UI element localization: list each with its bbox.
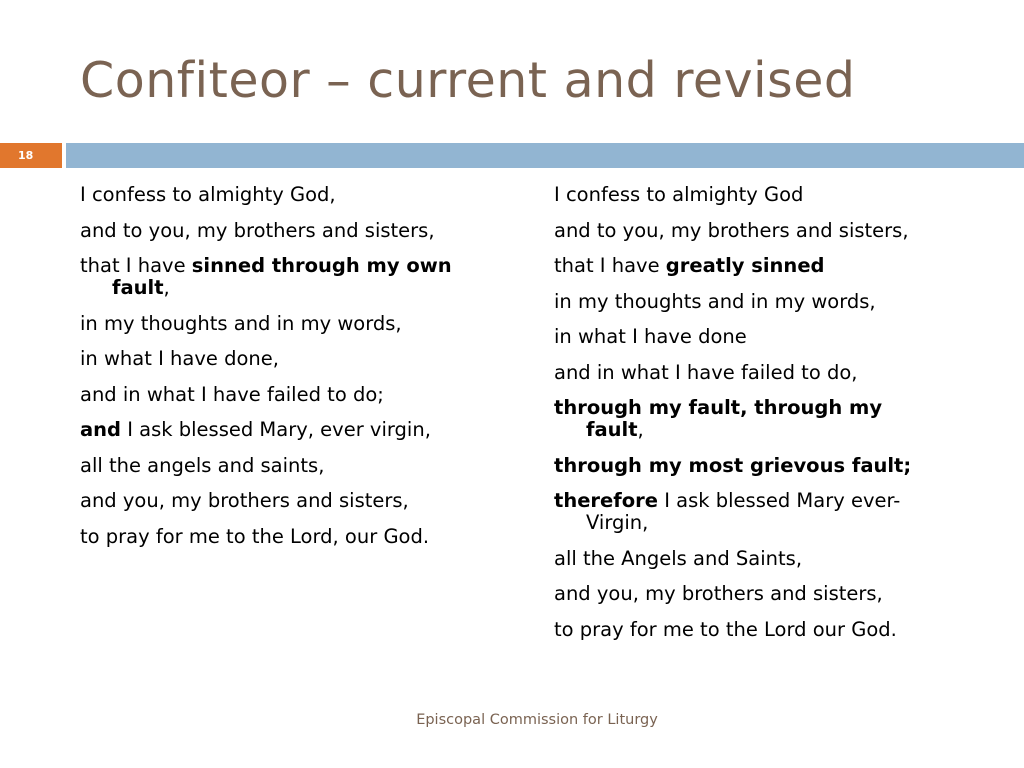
current-line-1: I confess to almighty God, — [80, 183, 336, 206]
current-line-9: and you, my brothers and sisters, — [80, 489, 409, 512]
current-line-8: all the angels and saints, — [80, 453, 325, 477]
current-line-3-bold-fault: fault — [112, 276, 164, 299]
revised-line-7-bold: through my fault, through my — [554, 396, 883, 419]
revised-line-9-bold: therefore — [554, 489, 658, 512]
revised-line-3-bold: greatly sinned — [665, 254, 825, 277]
revised-line-2: and to you, my brothers and sisters, — [554, 218, 909, 242]
slide-footer — [0, 712, 1024, 728]
revised-line-11: and you, my brothers and sisters, — [554, 582, 883, 605]
revised-line-1: I confess to almighty God — [554, 183, 804, 206]
revised-text-column — [554, 182, 984, 652]
revised-line-3-plain: that I have — [554, 254, 666, 277]
revised-line-9-continuation: Virgin, — [586, 511, 649, 534]
revised-line-4: in my thoughts and in my words, — [554, 289, 876, 313]
current-line-4: in my thoughts and in my words, — [80, 311, 402, 335]
current-text-column — [80, 182, 520, 559]
revised-line-7-bold-fault: fault — [586, 418, 638, 441]
current-line-3-bold: sinned through my own — [191, 254, 452, 277]
revised-line-9 — [554, 488, 984, 536]
current-line-3-plain: that I have — [80, 254, 192, 277]
title-divider-bar — [66, 143, 1024, 168]
current-line-3 — [80, 253, 520, 301]
current-line-3-continuation — [80, 275, 520, 301]
revised-line-5: in what I have done — [554, 325, 747, 348]
current-line-6: and in what I have failed to do; — [80, 382, 384, 406]
current-line-7-bold: and — [80, 418, 121, 441]
current-line-2: and to you, my brothers and sisters, — [80, 218, 435, 242]
current-line-10: to pray for me to the Lord, our God. — [80, 524, 430, 548]
revised-line-7-continuation — [554, 417, 984, 443]
current-line-5: in what I have done, — [80, 347, 279, 370]
current-line-7-plain: I ask blessed Mary, ever virgin, — [121, 418, 431, 441]
slide-title: Confiteor – current and revised — [80, 52, 856, 109]
current-line-7 — [80, 417, 520, 443]
revised-line-7 — [554, 395, 984, 443]
revised-line-8: through my most grievous fault; — [554, 453, 912, 477]
revised-line-6: and in what I have failed to do, — [554, 360, 858, 384]
footer-text: Episcopal Commission for Liturgy — [416, 712, 658, 728]
revised-line-9-plain: I ask blessed Mary ever- — [658, 489, 901, 512]
revised-line-3 — [554, 253, 984, 279]
revised-line-7-comma: , — [637, 418, 644, 441]
revised-line-10: all the Angels and Saints, — [554, 546, 803, 570]
current-line-3-comma: , — [163, 276, 170, 299]
revised-line-12: to pray for me to the Lord our God. — [554, 617, 897, 641]
slide-number: 18 — [18, 149, 34, 162]
